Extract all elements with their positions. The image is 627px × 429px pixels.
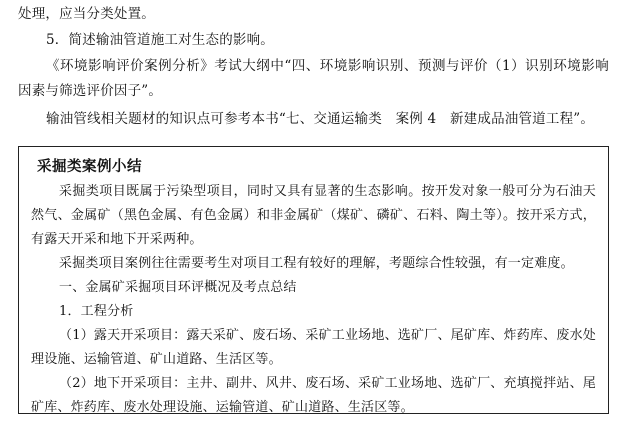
summary-section-heading-1: 一、金属矿采掘项目环评概况及考点总结 [59, 280, 297, 295]
summary-subsection-heading-1: 1．工程分析 [59, 304, 134, 319]
summary-box-title: 采掘类案例小结 [37, 158, 142, 175]
top-text-block [18, 0, 609, 132]
summary-box [18, 146, 609, 414]
paragraph-reference-case: 输油管线相关题材的知识点可参考本书“七、交通运输类 案例 4 新建成品油管道工程”。 [46, 111, 595, 127]
summary-paragraph-difficulty: 采掘类项目案例往往需要考生对项目工程有较好的理解，考题综合性较强，有一定难度。 [59, 256, 574, 271]
paragraph-continuation: 处理，应当分类处置。 [18, 6, 155, 22]
summary-paragraph-underground: （2）地下开采项目：主井、副井、风井、废石场、采矿工业场地、选矿厂、充填搅拌站、尾矿库、炸药库、废水处理设施、运输管道、矿山道路、生活区等。 [31, 376, 596, 414]
summary-paragraph-overview: 采掘类项目既属于污染型项目，同时又具有显著的生态影响。按开发对象一般可分为石油天然气、金属矿（黑色金属、有色金属）和非金属矿（煤矿、磷矿、石料、陶土等）。按开采方式，有露天开采和地下开采两种。 [31, 184, 596, 247]
paragraph-question-5: 5．简述输油管道施工对生态的影响。 [46, 32, 274, 48]
summary-paragraph-open-pit: （1）露天开采项目：露天采矿、废石场、采矿工业场地、选矿厂、尾矿库、炸药库、废水处理设施、运输管道、矿山道路、生活区等。 [31, 328, 596, 367]
paragraph-exam-outline: 《环境影响评价案例分析》考试大纲中“四、环境影响识别、预测与评价（1）识别环境影响因素与筛选评价因子”。 [18, 58, 609, 99]
